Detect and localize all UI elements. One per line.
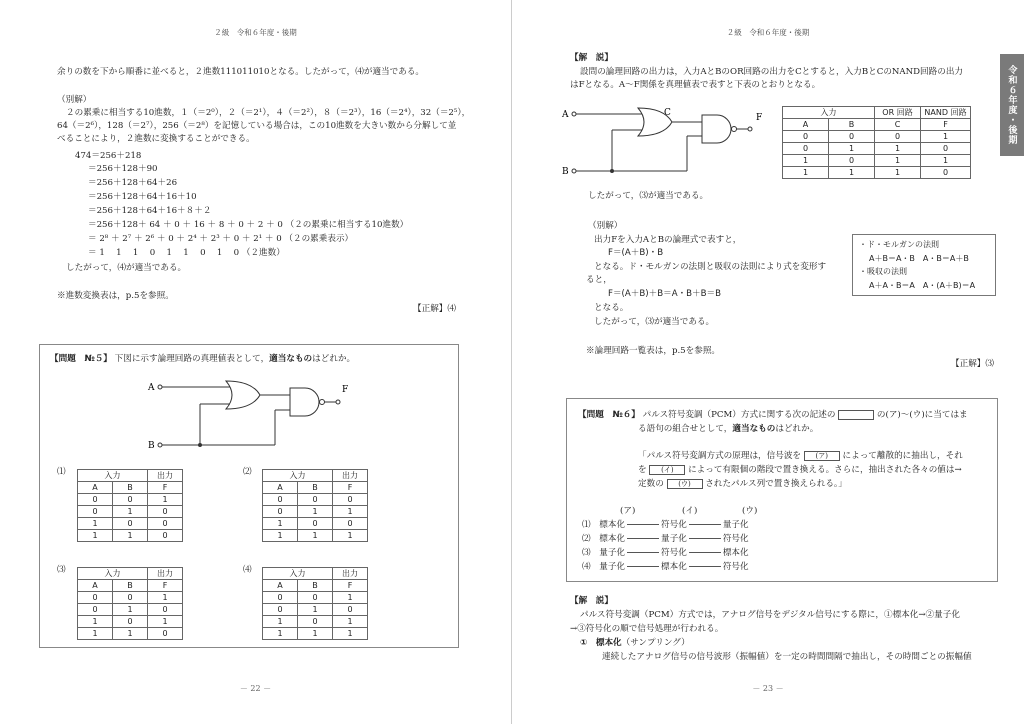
question-6-line2 <box>638 423 818 436</box>
table-row: 0 1 1 0 <box>783 143 971 155</box>
nand-gate <box>290 388 319 416</box>
question-5-text <box>50 353 355 366</box>
table-row: 0 1 0 <box>263 604 368 616</box>
table-row: 0 0 1 <box>78 494 183 506</box>
table-row: 1 0 1 <box>263 616 368 628</box>
head-out: 出力 <box>148 470 183 482</box>
table-row: 1 1 0 <box>78 628 183 640</box>
head-or: OR 回路 <box>875 107 921 119</box>
question-text: パルス符号変調（PCM）方式に関する次の記述の <box>642 410 836 420</box>
logic-circuit-diagram <box>560 102 780 180</box>
law-title: ・吸収の法則 <box>859 267 907 276</box>
col-b: B <box>113 482 148 494</box>
quote-text: 「パルス符号変調方式の原理は，信号波を <box>638 451 802 461</box>
output-f-label: F <box>756 113 763 123</box>
input-b-label: B <box>148 441 155 451</box>
option-2-table: 入力 出力 A B F 0 0 0 0 1 1 1 0 0 1 1 1 <box>262 469 368 542</box>
law-formula: A＋B＝A・B A・B＝A＋B <box>869 253 969 263</box>
calc-line: 474＝256＋218 <box>75 151 142 161</box>
conclusion: したがって，⑷が適当である。 <box>66 263 187 273</box>
question-label: 【問題 №６】 <box>578 410 640 420</box>
option-4-table: 入力 出力 A B F 0 0 1 0 1 0 1 0 1 1 1 1 <box>262 567 368 640</box>
blank-i: (イ) <box>649 465 685 475</box>
calc-line: ＝256＋128＋90 <box>88 164 158 174</box>
col-f: F <box>148 482 183 494</box>
betsukai-text: となる。ド・モルガンの法則と吸収の法則により式を変形す <box>594 262 827 272</box>
question-text: の(ア)～(ウ)に当てはま <box>876 410 968 420</box>
law-title: ・ド・モルガンの法則 <box>859 240 939 249</box>
table-row: 0 0 0 <box>263 494 368 506</box>
output-f-label: F <box>342 385 349 395</box>
table-row: 0 1 0 <box>78 506 183 518</box>
option-1-table <box>77 469 183 542</box>
nand-gate <box>702 115 731 143</box>
option-number: ⑵ <box>243 467 252 477</box>
law-reference-box <box>852 234 996 296</box>
conclusion: したがって，⑶が適当である。 <box>588 191 709 201</box>
answer: 【正解】⑷ <box>413 304 456 314</box>
page-number: － 22 － <box>239 684 272 693</box>
question-text: る語句の組合せとして， <box>638 424 733 434</box>
formula: F＝(A＋B)＋B＝A・B＋B＝B <box>608 289 722 299</box>
head-nand: NAND 回路 <box>921 107 971 119</box>
table-row: 1 1 0 <box>78 530 183 542</box>
question-label: 【問題 №５】 <box>50 354 112 364</box>
or-gate <box>226 381 260 409</box>
quote-line <box>638 450 963 463</box>
quote-text: を <box>638 465 647 475</box>
right-page <box>512 0 1024 724</box>
side-tab: 令和６年度・後期 <box>1000 54 1024 156</box>
choice-head: (イ) <box>682 506 698 516</box>
table-row: 1 0 1 1 <box>783 155 971 167</box>
node-c-label: C <box>664 108 671 118</box>
input-a-label: A <box>562 110 569 120</box>
option-number: ⑷ <box>243 565 252 575</box>
quote-text: 定数の <box>638 479 664 489</box>
logic-circuit-diagram <box>140 376 360 456</box>
question-text-end: はどれか。 <box>312 354 356 364</box>
quote-line <box>638 464 962 477</box>
question-emphasis: 適当なもの <box>732 424 776 434</box>
table-row: 0 0 1 <box>78 592 183 604</box>
calc-line: ＝256＋128＋64＋16＋10 <box>88 192 197 202</box>
input-a-label: A <box>148 383 155 393</box>
table-row: 1 0 0 <box>78 518 183 530</box>
kaisetsu-text: →③符号化の順で信号処理が行われる。 <box>570 624 724 634</box>
table-row: 1 1 1 <box>263 530 368 542</box>
input-b-label: B <box>562 167 569 177</box>
betsukai-text: ２の累乗に相当する10進数，１（＝2⁰），２（＝2¹），４（＝2²），８（＝2³），16（＝2⁴），32（＝2⁵）， <box>66 108 471 118</box>
table-row: 1 0 1 <box>78 616 183 628</box>
choice-row: ⑶ 量子化 符号化 標本化 <box>582 548 749 558</box>
quote-text: によって離散的に抽出し，それ <box>842 451 963 461</box>
question-text: 下図に示す論理回路の真理値表として， <box>114 354 270 364</box>
page-header: ２級 令和６年度・後期 <box>214 28 297 37</box>
choice-head: (ウ) <box>742 506 758 516</box>
item-title: ① 標本化 <box>580 638 622 648</box>
betsukai-text: べることにより，２進数に変換することができる。 <box>57 134 255 144</box>
table-row: 0 0 1 <box>263 592 368 604</box>
quote-text: されたパルス列で置き換えられる。」 <box>705 479 847 489</box>
betsukai-label: （別解） <box>57 95 92 105</box>
quote-text: によって有限個の階段で置き換える。さらに，抽出された各々の値は→ <box>688 465 962 475</box>
question-text: はどれか。 <box>775 424 819 434</box>
note: ※進数変換表は，p.5を参照。 <box>57 291 174 301</box>
kaisetsu-text: はFとなる。A～F関係を真理値表で表すと下表のとおりとなる。 <box>570 80 821 90</box>
choice-head: (ア) <box>620 506 636 516</box>
blank-box <box>838 410 874 420</box>
kaisetsu-text: 連続したアナログ信号の信号波形（振幅値）を一定の時間間隔で抽出し，その時間ごとの振幅値 <box>602 652 972 662</box>
table-row: 0 0 0 1 <box>783 131 971 143</box>
option-number: ⑴ <box>57 467 66 477</box>
table-row: 0 1 0 <box>78 604 183 616</box>
betsukai-text: ると， <box>586 275 612 285</box>
kaisetsu-item <box>580 637 690 650</box>
betsukai-text: 64（＝2⁶），128（＝2⁷），256（＝2⁸）を記憶している場合は，この10進数を大きい数から分解して並 <box>57 121 457 131</box>
question-6-line1 <box>578 409 968 422</box>
intro-text: 余りの数を下から順番に並べると，２進数111011010となる。したがって，⑷が適当である。 <box>57 67 425 77</box>
head-in: 入力 <box>78 470 148 482</box>
note: ※論理回路一覧表は，p.5を参照。 <box>586 346 721 356</box>
calc-line: ＝ 2⁸ ＋ 2⁷ ＋ 2⁶ ＋ 0 ＋ 2⁴ ＋ 2³ ＋ 0 ＋ 2¹ ＋ 0 （２の累乗表示） <box>88 234 354 244</box>
page-header: ２級 令和６年度・後期 <box>726 28 810 37</box>
blank-u: (ウ) <box>667 479 703 489</box>
kaisetsu-text: パルス符号変調（PCM）方式では，アナログ信号をデジタル信号にする際に，①標本化→②量子化 <box>580 610 960 620</box>
option-number: ⑶ <box>57 565 66 575</box>
betsukai-text: 出力Fを入力AとBの論理式で表すと， <box>594 235 742 245</box>
page-number: － 23 － <box>752 684 784 693</box>
question-emphasis: 適当なもの <box>269 354 313 364</box>
table-row: 1 1 1 <box>263 628 368 640</box>
betsukai-text: となる。 <box>594 303 629 313</box>
table-row: 1 1 1 0 <box>783 167 971 179</box>
kaisetsu-label: 【解 説】 <box>570 53 613 63</box>
blank-a: (ア) <box>804 451 840 461</box>
item-sub: （サンプリング） <box>621 638 690 648</box>
quote-line <box>638 478 847 491</box>
option-3-table: 入力 出力 A B F 0 0 1 0 1 0 1 0 1 1 1 0 <box>77 567 183 640</box>
conclusion: したがって，⑶が適当である。 <box>594 317 715 327</box>
choice-row: ⑵ 標本化 量子化 符号化 <box>582 534 749 544</box>
choice-row: ⑴ 標本化 符号化 量子化 <box>582 520 749 530</box>
kaisetsu-text: 設問の論理回路の出力は，入力AとBのOR回路の出力をCとすると，入力BとCのNAND回路の出力 <box>580 67 964 77</box>
law-formula: A＋A・B＝A A・(A＋B)＝A <box>869 280 976 290</box>
answer: 【正解】⑶ <box>951 359 994 369</box>
betsukai-label: （別解） <box>588 221 623 231</box>
calc-line: ＝256＋128＋64＋26 <box>88 178 178 188</box>
table-row: 0 1 1 <box>263 506 368 518</box>
choice-row: ⑷ 量子化 標本化 符号化 <box>582 562 749 572</box>
head-in: 入力 <box>783 107 875 119</box>
calc-line: ＝256＋128＋ 64 ＋ 0 ＋ 16 ＋ 8 ＋ 0 ＋ 2 ＋ 0 （２の累乗に相当する10進数） <box>88 220 409 230</box>
truth-table: 入力 OR 回路 NAND 回路 A B C F 0 0 0 1 0 1 1 0 1 0 1 1 1 1 1 0 <box>782 106 971 179</box>
kaisetsu-label: 【解 説】 <box>570 596 613 606</box>
calc-line: ＝256＋128＋64＋16＋８＋２ <box>88 206 212 216</box>
col-a: A <box>78 482 113 494</box>
table-row: 1 0 0 <box>263 518 368 530</box>
formula: F＝(A＋B)・B <box>608 248 664 258</box>
calc-line: ＝ 1 1 1 0 1 1 0 1 0 （２進数） <box>88 248 285 258</box>
